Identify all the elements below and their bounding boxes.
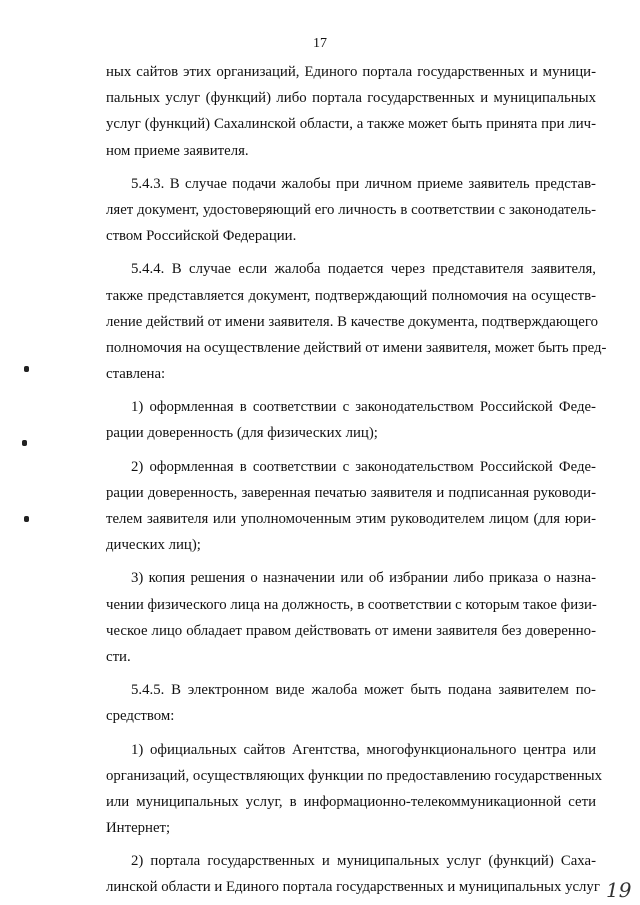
text-line: услуг (функций) Сахалинской области, а также может быть принята при лич-	[106, 116, 596, 133]
text-line: чении физического лица на должность, в соответствии с которым такое физи-	[106, 596, 597, 613]
text-line: 1) официальных сайтов Агентства, многофункционального центра или	[131, 741, 596, 758]
text-line: рации доверенность, заверенная печатью заявителя и подписанная руководи-	[106, 484, 596, 501]
text-line: ных сайтов этих организаций, Единого портала государственных и муници-	[106, 64, 596, 80]
text-line: телем заявителя или уполномоченным этим руководителем лицом (для юри-	[106, 511, 596, 527]
margin-mark	[22, 440, 27, 446]
margin-mark	[24, 516, 29, 522]
text-line: 5.4.3. В случае подачи жалобы при личном приеме заявитель представ-	[131, 175, 596, 192]
handwritten-page-number: 19	[606, 878, 632, 902]
margin-mark	[24, 366, 29, 372]
text-line: дических лиц);	[106, 537, 201, 554]
text-line: или муниципальных услуг, в информационно-телекоммуникационной сети	[106, 793, 596, 810]
text-line: ческое лицо обладает правом действовать от имени заявителя без доверенно-	[106, 622, 596, 639]
text-line: также представляется документ, подтверждающий полномочия на осуществ-	[106, 287, 596, 304]
text-line: полномочия на осуществление действий от имени заявителя, может быть пред-	[106, 339, 607, 356]
text-line: 5.4.5. В электронном виде жалоба может быть подана заявителем по-	[131, 682, 596, 699]
text-line: Интернет;	[106, 820, 171, 837]
page-number: 17	[313, 36, 327, 51]
text-line: ством Российской Федерации.	[106, 228, 297, 245]
text-line: 5.4.4. В случае если жалоба подается через представителя заявителя,	[131, 261, 596, 278]
text-line: ном приеме заявителя.	[106, 142, 249, 159]
text-line: линской области и Единого портала государственных и муниципальных услуг	[106, 879, 600, 896]
text-line: ляет документ, удостоверяющий его личность в соответствии с законодатель-	[106, 201, 596, 218]
text-line: 1) оформленная в соответствии с законодательством Российской Феде-	[131, 399, 596, 416]
text-line: организаций, осуществляющих функции по предоставлению государственных	[106, 767, 602, 784]
text-line: 2) портала государственных и муниципальных услуг (функций) Саха-	[131, 853, 596, 870]
text-line: ставлена:	[106, 366, 166, 383]
text-line: 2) оформленная в соответствии с законодательством Российской Феде-	[131, 458, 596, 475]
body-text	[106, 59, 607, 901]
text-line: сти.	[106, 648, 131, 665]
text-line: ление действий от имени заявителя. В качестве документа, подтверждающего	[106, 313, 598, 330]
text-line: рации доверенность (для физических лиц);	[106, 425, 378, 442]
text-line: средством:	[106, 708, 175, 725]
text-line: 3) копия решения о назначении или об избрании либо приказа о назна-	[131, 570, 596, 587]
text-line: пальных услуг (функций) либо портала государственных и муниципальных	[106, 90, 596, 107]
